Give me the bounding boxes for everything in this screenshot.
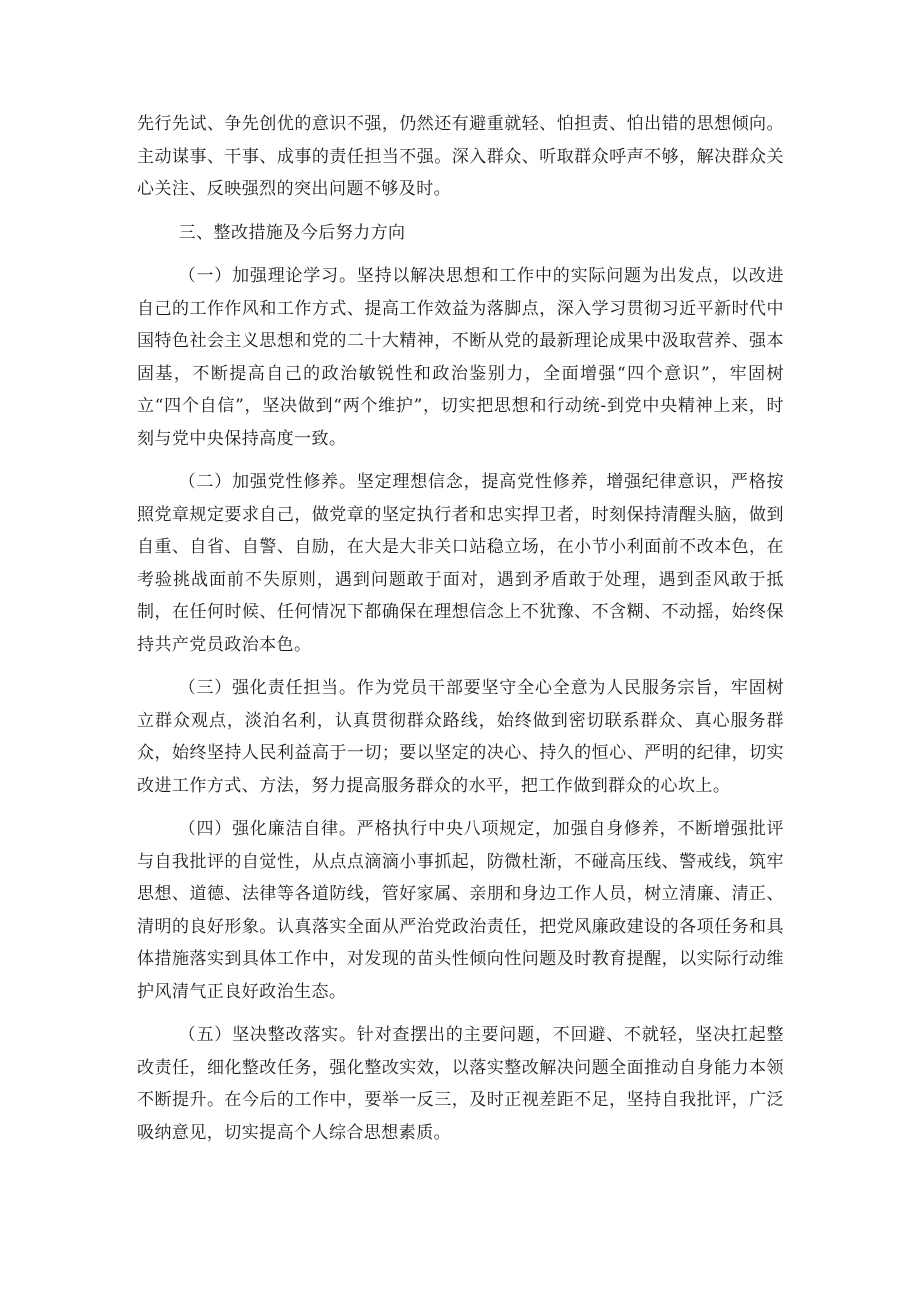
paragraph-theory-study: （一）加强理论学习。坚持以解决思想和工作中的实际问题为出发点，以改进自己的工作作风和工作方式、提高工作效益为落脚点，深入学习贯彻习近平新时代中国特色社会主义思想和党的二十大精神，不断从党的最新理论成果中汲取营养、强本固基，不断提高自己的政治敏锐性和政治鉴别力，全面增强“四个意识”，牢固树立“四个自信”，坚决做到“两个维护”，切实把思想和行动统-到党中央精神上来，时刻与党中央保持高度一致。 <box>137 266 784 449</box>
paragraph-continuation: 先行先试、争先创优的意识不强，仍然还有避重就轻、怕担责、怕出错的思想倾向。主动谋事、干事、成事的责任担当不强。深入群众、听取群众呼声不够，解决群众关心关注、反映强烈的突出问题不够及时。 <box>137 114 784 199</box>
paragraph-party-spirit: （二）加强党性修养。坚定理想信念，提高党性修养，增强纪律意识，严格按照党章规定要求自己，做党章的坚定执行者和忠实捍卫者，时刻保持清醒头脑，做到自重、自省、自警、自励，在大是大非关口站稳立场，在小节小利面前不改本色，在考验挑战面前不失原则，遇到问题敢于面对，遇到矛盾敢于处理，遇到歪风敢于抵制，在任何时候、任何情况下都确保在理想信念上不犹豫、不含糊、不动摇，始终保持共产党员政治本色。 <box>137 472 784 655</box>
paragraph-responsibility: （三）强化责任担当。作为党员干部要坚守全心全意为人民服务宗旨，牢固树立群众观点，淡泊名利，认真贯彻群众路线，始终做到密切联系群众、真心服务群众，始终坚持人民利益高于一切；要以坚定的决心、持久的恒心、严明的纪律，切实改进工作方式、方法，努力提高服务群众的水平，把工作做到群众的心坎上。 <box>137 678 784 796</box>
paragraph-rectification: （五）坚决整改落实。针对查摆出的主要问题，不回避、不就轻，坚决扛起整改责任，细化整改任务，强化整改实效，以落实整改解决问题全面推动自身能力本领不断提升。在今后的工作中，要举一反三，及时正视差距不足，坚持自我批评，广泛吸纳意见，切实提高个人综合思想素质。 <box>137 1025 784 1143</box>
section-heading: 三、整改措施及今后努力方向 <box>178 222 406 243</box>
document-page <box>137 108 784 1149</box>
paragraph-integrity: （四）强化廉洁自律。严格执行中央八项规定，加强自身修养，不断增强批评与自我批评的自觉性，从点点滴滴小事抓起，防微杜渐，不碰高压线、警戒线，筑牢思想、道德、法律等各道防线，管好家属、亲朋和身边工作人员，树立清廉、清正、清明的良好形象。认真落实全面从严治党政治责任，把党风廉政建设的各项任务和具体措施落实到具体工作中，对发现的苗头性倾向性问题及时教育提醒，以实际行动维护风清气正良好政治生态。 <box>137 819 784 1002</box>
